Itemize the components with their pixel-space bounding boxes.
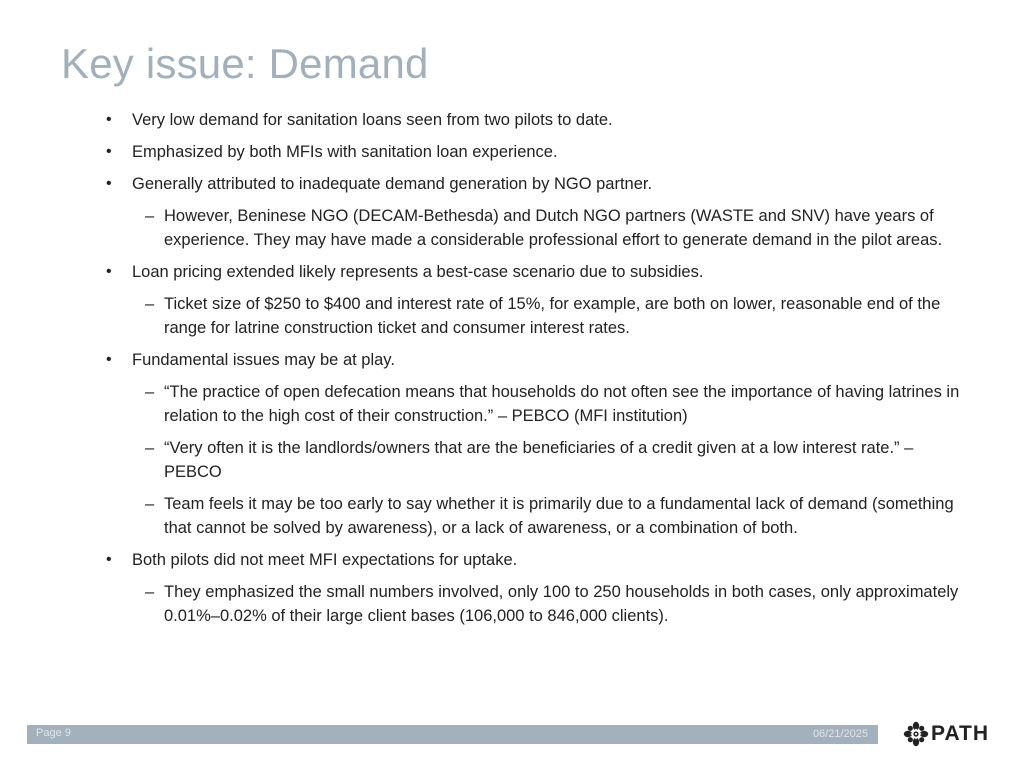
sub-bullet-text: “The practice of open defecation means that households do not often see the importance of having latrines in relation to the high cost of their construction.” – PEBCO (MFI institution): [164, 383, 960, 425]
bullet-item: [0, 260, 1024, 284]
page-number: Page 9: [36, 727, 71, 739]
sub-bullet-text: “Very often it is the landlords/owners that are the beneficiaries of a credit given at a low interest rate.” – PEBCO: [164, 439, 914, 481]
bullet-marker: •: [106, 111, 112, 128]
bullet-item: [0, 140, 1024, 164]
bullet-marker: •: [106, 351, 112, 368]
sub-bullet-text: Team feels it may be too early to say whether it is primarily due to a fundamental lack of demand (something that cannot be solved by awareness), or a lack of awareness, or a combination of both.: [164, 495, 954, 537]
path-logo: [903, 720, 989, 748]
bullet-marker: •: [106, 175, 112, 192]
dash-marker: –: [145, 383, 155, 401]
footer-date: 06/21/2025: [812, 728, 868, 740]
dash-marker: –: [145, 583, 155, 601]
sub-bullet-text: They emphasized the small numbers involved, only 100 to 250 households in both cases, only approximately 0.01%–0.02% of their large client bases (106,000 to 846,000 clients).: [164, 583, 959, 625]
dash-marker: –: [145, 295, 155, 313]
bullet-text: Fundamental issues may be at play.: [132, 351, 395, 369]
sub-bullet-item: [0, 204, 1024, 252]
sub-bullet-text: Ticket size of $250 to $400 and interest rate of 15%, for example, are both on lower, reasonable end of the range for latrine construction ticket and consumer interest rates.: [164, 295, 941, 337]
bullet-item: [0, 348, 1024, 372]
bullet-item: [0, 172, 1024, 196]
bullet-text: Both pilots did not meet MFI expectations for uptake.: [132, 551, 518, 569]
bullet-marker: •: [106, 551, 112, 568]
bullet-marker: •: [106, 263, 112, 280]
dash-marker: –: [145, 495, 155, 513]
dash-marker: –: [145, 439, 155, 457]
sub-bullet-item: [0, 436, 1024, 484]
bullet-text: Loan pricing extended likely represents a best-case scenario due to subsidies.: [132, 263, 704, 281]
slide-title: Key issue: Demand: [61, 40, 429, 87]
bullet-marker: •: [106, 143, 112, 160]
dash-marker: –: [145, 207, 155, 225]
sub-bullet-item: [0, 580, 1024, 628]
logo-text: PATH: [931, 722, 990, 745]
sub-bullet-item: [0, 380, 1024, 428]
sub-bullet-item: [0, 492, 1024, 540]
bullet-item: [0, 108, 1024, 132]
bullet-text: Emphasized by both MFIs with sanitation loan experience.: [132, 143, 558, 161]
footer-bar: [27, 725, 878, 744]
bullet-item: [0, 548, 1024, 572]
sub-bullet-text: However, Beninese NGO (DECAM-Bethesda) and Dutch NGO partners (WASTE and SNV) have years of experience. They may have made a considerable professional effort to generate demand in the pilot areas.: [164, 207, 943, 249]
path-flower-icon: [903, 721, 929, 747]
bullet-text: Very low demand for sanitation loans seen from two pilots to date.: [132, 111, 613, 129]
bullet-text: Generally attributed to inadequate demand generation by NGO partner.: [132, 175, 653, 193]
slide-body: [0, 108, 1024, 636]
sub-bullet-item: [0, 292, 1024, 340]
